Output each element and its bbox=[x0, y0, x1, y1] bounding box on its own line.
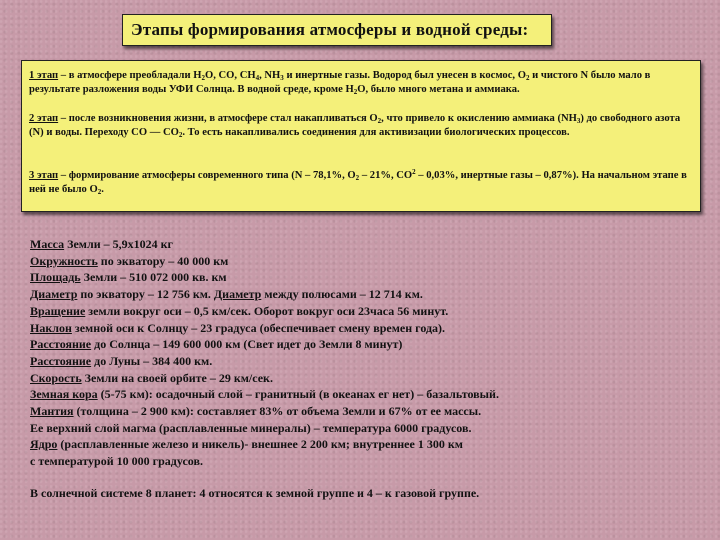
fact-term: Наклон bbox=[30, 320, 72, 335]
fact-tilt bbox=[30, 320, 710, 337]
stage-3-text: – 21%, СО bbox=[359, 170, 413, 181]
fact-text: между полюсами – 12 714 км. bbox=[261, 287, 423, 302]
stage-1 bbox=[29, 69, 693, 96]
stage-1-label: 1 этап bbox=[29, 70, 59, 81]
fact-term: Расстояние bbox=[30, 353, 92, 368]
stage-1-text: и инертные газы. Водород был унесен в космос, О bbox=[283, 70, 526, 81]
fact-term: Окружность bbox=[30, 253, 98, 268]
subscript: 2 bbox=[178, 130, 183, 139]
fact-text: (толщина – 2 900 км): составляет 83% от объема Земли и 67% от ее массы. bbox=[73, 404, 482, 419]
stage-3-text: – формирование атмосферы современного типа (N – 78,1%, О bbox=[58, 170, 356, 181]
fact-text: (5-75 км): осадочный слой – гранитный (в океанах ег нет) – базальтовый. bbox=[97, 387, 499, 402]
subscript: 2 bbox=[97, 187, 102, 196]
fact-core-temperature: с температурой 10 000 градусов. bbox=[30, 454, 203, 469]
stages-box bbox=[21, 60, 701, 212]
fact-core bbox=[30, 436, 710, 453]
fact-term: Диаметр bbox=[213, 287, 262, 302]
fact-text: земли вокруг оси – 0,5 км/сек. Оборот вокруг оси 23часа 56 минут. bbox=[85, 303, 449, 318]
fact-term: Вращение bbox=[30, 303, 86, 318]
subscript: 2 bbox=[525, 74, 530, 82]
planets-summary: В солнечной системе 8 планет: 4 относятся к земной группе и 4 – к газовой группе. bbox=[30, 486, 480, 500]
stage-2-text: . То есть накапливались соединения для активизации биологических процессов. bbox=[182, 126, 570, 138]
fact-mantle bbox=[30, 403, 710, 420]
fact-area bbox=[30, 269, 710, 286]
stage-3-label: 3 этап bbox=[29, 170, 59, 181]
subscript: 4 bbox=[255, 74, 260, 82]
fact-text: по экватору – 40 000 км bbox=[97, 253, 229, 268]
subscript: 3 bbox=[576, 117, 581, 125]
earth-facts bbox=[30, 236, 710, 470]
stage-1-text: , NH bbox=[259, 70, 281, 81]
stage-3-text: . bbox=[101, 183, 104, 195]
fact-circumference bbox=[30, 253, 710, 270]
fact-term: Земная кора bbox=[30, 387, 98, 402]
fact-rotation bbox=[30, 303, 710, 320]
page-title: Этапы формирования атмосферы и водной среды: bbox=[131, 20, 529, 39]
stage-2-label: 2 этап bbox=[29, 113, 59, 124]
fact-term: Ядро bbox=[30, 437, 58, 452]
stage-3-text: – 0,03%, инертные газы – 0,87%). На начальном этапе в ней не было О bbox=[29, 170, 687, 195]
fact-text: Земли на своей орбите – 29 км/сек. bbox=[81, 370, 273, 385]
stage-2-text: ) до свободного азота (N) и воды. Переходу СО — СО bbox=[29, 113, 681, 138]
stage-2-text: – после возникновения жизни, в атмосфере стал накапливаться О bbox=[58, 113, 378, 124]
fact-mass bbox=[30, 236, 710, 253]
fact-text: до Солнца – 149 600 000 км (Свет идет до Земли 8 минут) bbox=[91, 337, 403, 352]
fact-term: Скорость bbox=[30, 370, 82, 385]
fact-text: (расплавленные железо и никель)- внешнее 2 200 км; внутреннее 1 300 км bbox=[57, 437, 463, 452]
fact-text: земной оси к Солнцу – 23 градуса (обеспечивает смену времен года). bbox=[71, 320, 446, 335]
fact-diameter bbox=[30, 286, 710, 303]
fact-speed bbox=[30, 370, 710, 387]
subscript: 3 bbox=[280, 74, 284, 82]
subscript: 2 bbox=[355, 174, 360, 182]
fact-term: Площадь bbox=[30, 270, 81, 285]
stage-3 bbox=[29, 169, 693, 196]
subscript: 2 bbox=[353, 87, 358, 96]
fact-crust bbox=[30, 386, 710, 403]
fact-text: до Луны – 384 400 км. bbox=[91, 353, 213, 368]
fact-text: Земли – 5,9х1024 кг bbox=[64, 237, 173, 251]
stage-1-text: О, СО, СН bbox=[204, 70, 256, 81]
stage-2 bbox=[29, 112, 693, 139]
stage-2-text: , что привело к окислению аммиака (NH bbox=[381, 113, 577, 124]
fact-term: Мантия bbox=[30, 404, 74, 419]
fact-term: Масса bbox=[30, 237, 65, 251]
title-box bbox=[122, 14, 552, 46]
fact-term: Диаметр bbox=[30, 287, 78, 302]
fact-text: Земли – 510 072 000 кв. км bbox=[80, 270, 227, 285]
fact-term: Расстояние bbox=[30, 337, 92, 352]
fact-magma: Ее верхний слой магма (расплавленные минералы) – температура 6000 градусов. bbox=[30, 420, 472, 435]
stage-1-text: О, было много метана и аммиака. bbox=[357, 83, 520, 95]
fact-distance-moon bbox=[30, 353, 710, 370]
stage-1-text: и чистого N было мало в результате разложения воды УФИ Солнца. В водной среде, кроме Н bbox=[29, 70, 651, 95]
fact-distance-sun bbox=[30, 336, 710, 353]
superscript: 2 bbox=[412, 168, 416, 176]
stage-1-text: – в атмосфере преобладали Н bbox=[58, 70, 202, 81]
subscript: 2 bbox=[377, 117, 382, 125]
subscript: 2 bbox=[201, 74, 205, 82]
fact-text: по экватору – 12 756 км. bbox=[77, 287, 214, 302]
